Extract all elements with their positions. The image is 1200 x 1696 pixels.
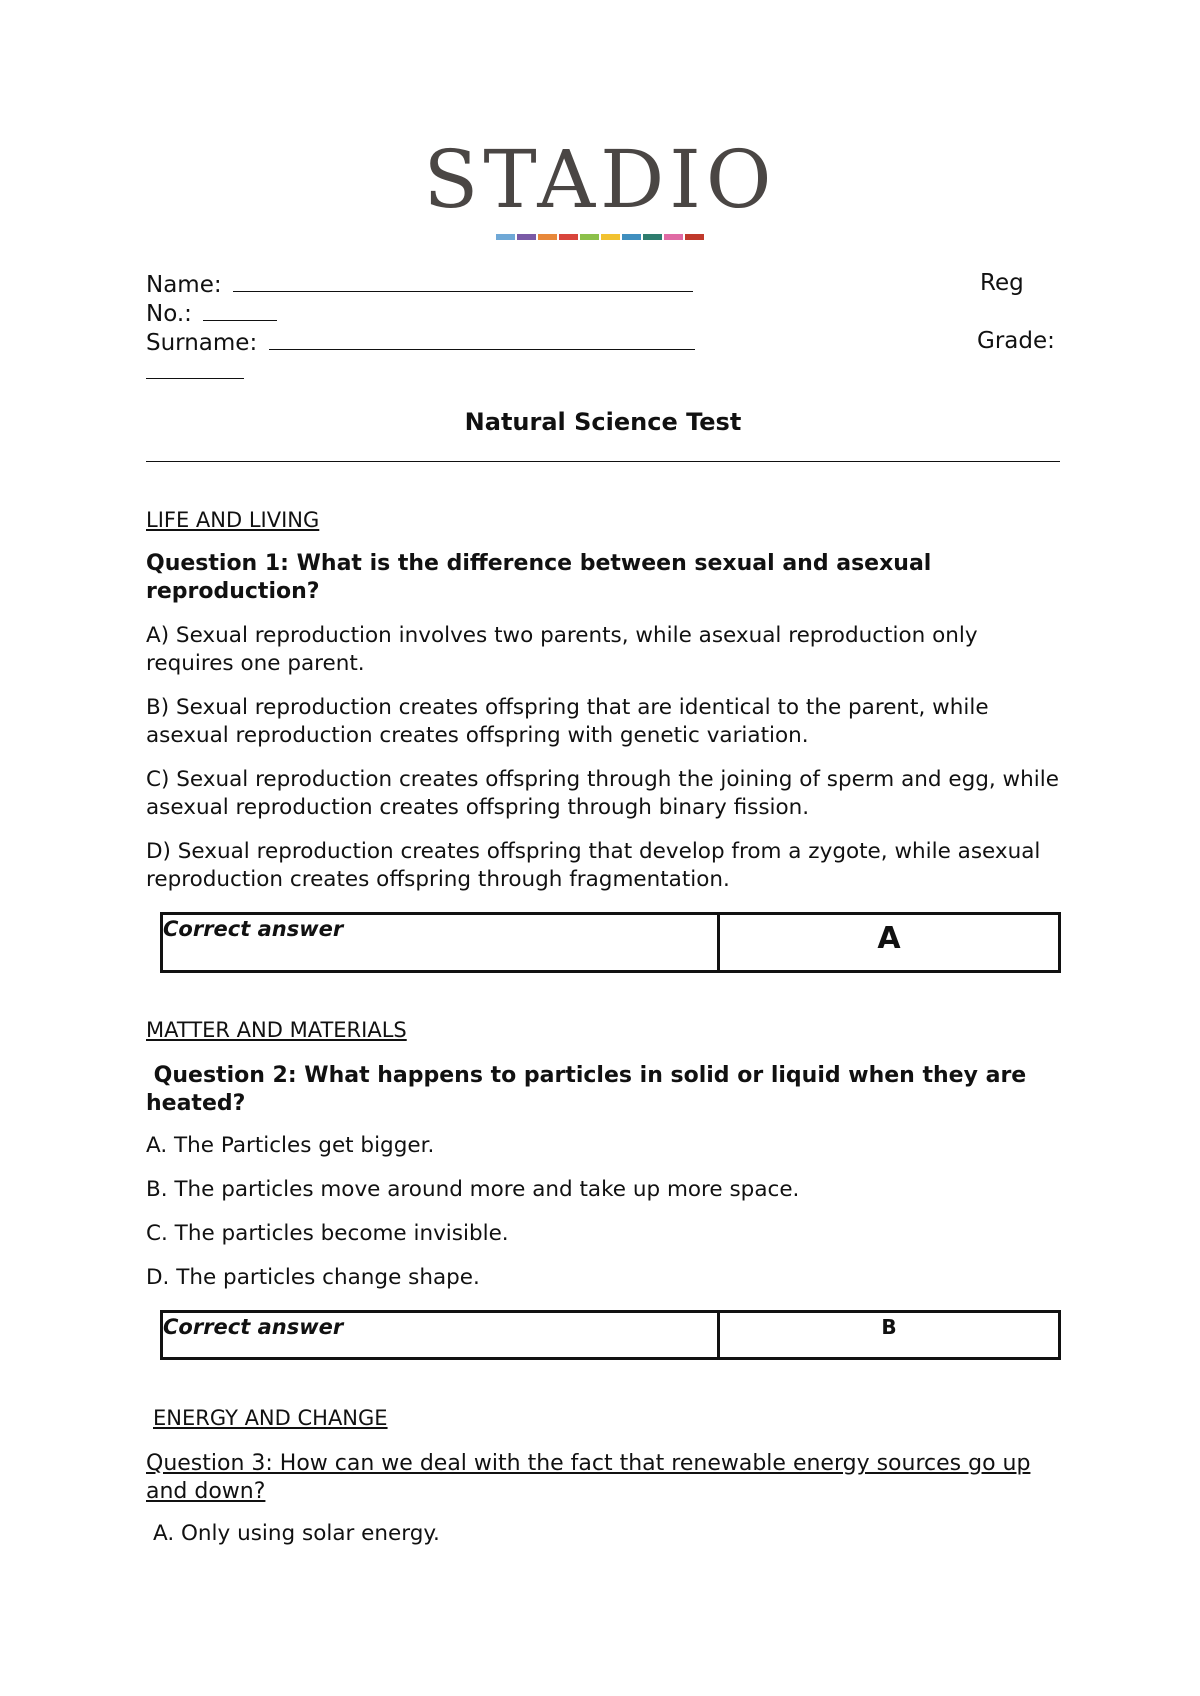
- logo-stripe-segment: [664, 234, 683, 240]
- surname-blank[interactable]: [269, 327, 695, 350]
- logo-stripe-segment: [643, 234, 662, 240]
- title-divider: [146, 461, 1060, 462]
- logo-stripe-segment: [538, 234, 557, 240]
- question-2-option-c: C. The particles become invisible.: [146, 1221, 509, 1246]
- grade-label: Grade:: [977, 328, 1055, 354]
- logo-stripe-segment: [580, 234, 599, 240]
- page-title: Natural Science Test: [464, 408, 742, 436]
- answer-label-2: Correct answer: [163, 1313, 720, 1357]
- question-2-option-b: B. The particles move around more and take up more space.: [146, 1177, 800, 1202]
- logo-stripe-segment: [685, 234, 704, 240]
- question-2: Question 2: What happens to particles in solid or liquid when they are heated?: [146, 1063, 1034, 1116]
- reg-label: Reg: [980, 270, 1024, 296]
- answer-box-2: [160, 1310, 1061, 1360]
- reg-no-label: No.:: [146, 301, 192, 327]
- logo-stripe-segment: [496, 234, 515, 240]
- section-heading-life: LIFE AND LIVING: [146, 508, 320, 532]
- section-heading-energy: ENERGY AND CHANGE: [153, 1406, 388, 1430]
- name-blank[interactable]: [233, 269, 693, 292]
- logo-wordmark: STADIO: [423, 133, 777, 226]
- stadio-logo: [0, 133, 1200, 240]
- question-1-option-c: C) Sexual reproduction creates offspring through the joining of sperm and egg, while asexual reproduction creates offspring through binary fission.: [146, 767, 1059, 820]
- question-1: Question 1: What is the difference between sexual and asexual reproduction?: [146, 551, 932, 604]
- section-heading-matter: MATTER AND MATERIALS: [146, 1018, 407, 1042]
- logo-stripe-segment: [517, 234, 536, 240]
- grade-blank[interactable]: [146, 378, 244, 379]
- logo-stripe-segment: [622, 234, 641, 240]
- surname-field: [146, 327, 695, 357]
- reg-no-blank[interactable]: [203, 298, 277, 321]
- answer-label-1: Correct answer: [163, 915, 720, 970]
- question-1-option-b: B) Sexual reproduction creates offspring that are identical to the parent, while asexual reproduction creates offspring with genetic variation.: [146, 695, 989, 748]
- surname-label: Surname:: [146, 330, 258, 356]
- logo-color-stripe: [0, 234, 1200, 240]
- logo-stripe-segment: [559, 234, 578, 240]
- logo-stripe-segment: [601, 234, 620, 240]
- question-2-option-d: D. The particles change shape.: [146, 1265, 480, 1290]
- answer-box-1: [160, 912, 1061, 973]
- reg-no-field: [146, 298, 277, 328]
- name-field: [146, 269, 693, 299]
- question-2-option-a: A. The Particles get bigger.: [146, 1133, 435, 1158]
- answer-value-2: B: [881, 1315, 897, 1339]
- question-1-option-d: D) Sexual reproduction creates offspring that develop from a zygote, while asexual reproduction creates offspring through fragmentation.: [146, 839, 1041, 892]
- question-1-option-a: A) Sexual reproduction involves two parents, while asexual reproduction only requires one parent.: [146, 623, 978, 676]
- name-label: Name:: [146, 272, 222, 298]
- question-3: Question 3: How can we deal with the fact that renewable energy sources go up and down?: [146, 1451, 1031, 1504]
- question-3-option-a: A. Only using solar energy.: [153, 1521, 440, 1546]
- answer-value-1: A: [877, 921, 901, 956]
